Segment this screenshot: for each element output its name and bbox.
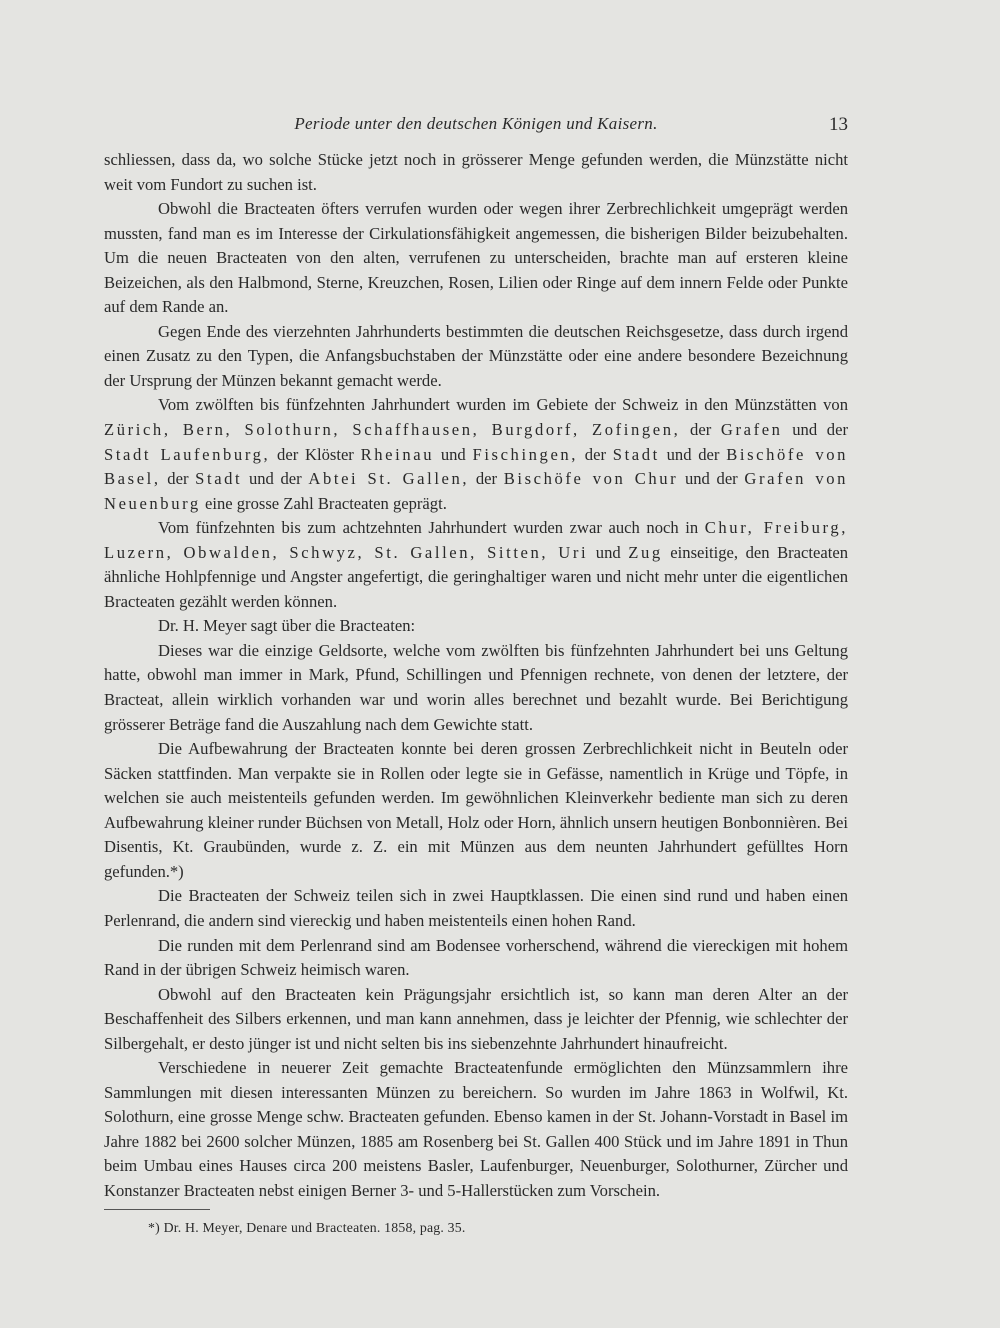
text-run: der — [160, 469, 196, 489]
spaced-name: Zürich, Bern, Solothurn, Schaffhausen, Burgdorf, Zofingen, — [104, 420, 681, 440]
text-run: der — [680, 420, 721, 440]
spaced-name: Chur, Freiburg, Luzern, Obwalden, Schwyz, St. Gallen, Sitten, Uri — [104, 518, 848, 562]
text-run: und — [434, 444, 473, 464]
paragraph: Die runden mit dem Perlenrand sind am Bodensee vorherschend, während die viereckigen mit hohem Rand in der übrigen Schweiz heimisch waren. — [104, 935, 848, 980]
paragraph: Dr. H. Meyer sagt über die Bracteaten: — [158, 616, 416, 636]
footnote-marker: *) — [148, 1220, 160, 1235]
spaced-name: Grafen — [720, 420, 783, 440]
text-run: Vom fünfzehnten bis zum achtzehnten Jahrhundert wurden zwar auch noch in — [158, 518, 705, 538]
text-run: und der — [782, 420, 848, 440]
paragraph: Obwohl die Bracteaten öfters verrufen wurden oder wegen ihrer Zerbrechlichkeit umgeprägt werden mussten, fand man es im Interesse der Cirkulationsfähigkeit angemessen, die bisherigen Bilder beizubehalten. Um die neuen Bracteaten von den alten, verrufenen zu unterscheiden, brachte man auf ersteren kleine Beizeichen, als den Halbmond, Sterne, Kreuzchen, Rosen, Lilien oder Ringe auf dem innern Felde oder Punkte auf dem Rande an. — [104, 199, 848, 317]
text-run: und der — [678, 469, 745, 489]
spaced-name: Zug — [628, 542, 663, 562]
footnote-divider — [104, 1209, 210, 1210]
paragraph-quote: Dieses war die einzige Geldsorte, welche vom zwölften bis fünfzehnten Jahrhundert bei uns Geltung hatte, obwohl man immer in Mark, Pfund, Schillingen und Pfennigen rechnete, von denen der letztere, der Bracteat, allein wirklich vorhanden war und worin alles berechnet und bezahlt wurde. Bei Berichtigung grösserer Beträge fand die Auszahlung nach dem Gewichte statt. — [104, 640, 848, 734]
spaced-name: Stadt — [612, 444, 660, 464]
body-text — [104, 148, 848, 1204]
running-head — [104, 114, 848, 142]
paragraph: Die Aufbewahrung der Bracteaten konnte bei deren grossen Zerbrechlichkeit nicht in Beuteln oder Säcken stattfinden. Man verpakte sie in Rollen oder legte sie in Gefässe, namentlich in Krüge und Töpfe, in welchen sie auch meistenteils gefunden werden. Im gewöhnlichen Kleinverkehr bediente man sich zu deren Aufbewahrung kleiner runder Büchsen von Metall, Holz oder Horn, ähnlich unsern heutigen Bonbonnièren. Bei Disentis, Kt. Graubünden, wurde z. Z. ein mit Münzen aus dem neunten Jahrhundert gefülltes Horn gefunden.*) — [104, 739, 848, 881]
spaced-name: Grafen von Neuenburg — [104, 469, 849, 513]
paragraph-later-mints — [104, 516, 848, 614]
text-run: und der — [659, 444, 727, 464]
spaced-name: Rheinau — [360, 444, 435, 464]
text-run: einseitige, den Bracteaten ähnliche Hohlpfennige und Angster angefertigt, die geringhaltiger waren und nicht mehr unter die eigentlichen Bracteaten gezählt werden können. — [104, 542, 849, 611]
paragraph: Die Bracteaten der Schweiz teilen sich in zwei Hauptklassen. Die einen sind rund und haben einen Perlenrand, die andern sind viereckig und haben meistenteils einen hohen Rand. — [104, 886, 848, 930]
spaced-name: Bischöfe von Basel, — [104, 444, 849, 489]
text-run: der — [469, 469, 504, 489]
spaced-name: Abtei St. Gallen, — [308, 469, 470, 489]
text-run: der — [578, 444, 613, 464]
spaced-name: Bischöfe von Chur — [503, 469, 679, 489]
paragraph-mint-list — [104, 393, 848, 516]
text-run: der Klöster — [270, 444, 361, 464]
running-title: Periode unter den deutschen Königen und Kaisern. — [294, 114, 658, 133]
spaced-name: Fischingen, — [472, 444, 579, 464]
text-run: eine grosse Zahl Bracteaten geprägt. — [200, 493, 447, 513]
text-run: Vom zwölften bis fünfzehnten Jahrhundert wurden im Gebiete der Schweiz in den Münzstätten von — [158, 395, 848, 415]
paragraph: schliessen, dass da, wo solche Stücke jetzt noch in grösserer Menge gefunden werden, die Münzstätte nicht weit vom Fundort zu suchen ist. — [104, 150, 848, 194]
paragraph: Obwohl auf den Bracteaten kein Prägungsjahr ersichtlich ist, so kann man deren Alter an der Beschaffenheit des Silbers erkennen, und man kann annehmen, dass je leichter der Pfennig, wie schlechter der Silbergehalt, er desto jünger ist und nicht selten bis ins siebenzehnte Jahrhundert hinaufreicht. — [104, 984, 848, 1053]
footnote — [148, 1220, 466, 1236]
text-run: und der — [242, 469, 309, 489]
spaced-name: Stadt — [195, 469, 243, 489]
footnote-text: Dr. H. Meyer, Denare und Bracteaten. 1858, pag. 35. — [163, 1220, 466, 1235]
text-run: und — [588, 542, 629, 562]
spaced-name: Stadt Laufenburg, — [104, 444, 271, 464]
paragraph: Verschiedene in neuerer Zeit gemachte Bracteatenfunde ermöglichten den Münzsammlern ihre Sammlungen mit diesen interessanten Münzen zu bereichern. So wurden im Jahre 1863 in Wolfwil, Kt. Solothurn, eine grosse Menge schw. Bracteaten gefunden. Ebenso kamen in der St. Johann-Vorstadt in Basel im Jahre 1882 bei 2600 solcher Münzen, 1885 am Rosenberg bei St. Gallen 400 Stück und im Jahre 1891 in Thun beim Umbau eines Hauses circa 200 meistens Basler, Laufenburger, Neuenburger, Solothurner, Zürcher und Konstanzer Bracteaten nebst einigen Berner 3- und 5-Hallerstücken zum Vorschein. — [104, 1058, 848, 1200]
paragraph: Gegen Ende des vierzehnten Jahrhunderts bestimmten die deutschen Reichsgesetze, dass durch irgend einen Zusatz zu den Typen, die Anfangsbuchstaben der Münzstätte oder eine andere besondere Bezeichnung der Ursprung der Münzen bekannt gemacht werde. — [104, 321, 848, 390]
page-number: 13 — [829, 114, 848, 135]
